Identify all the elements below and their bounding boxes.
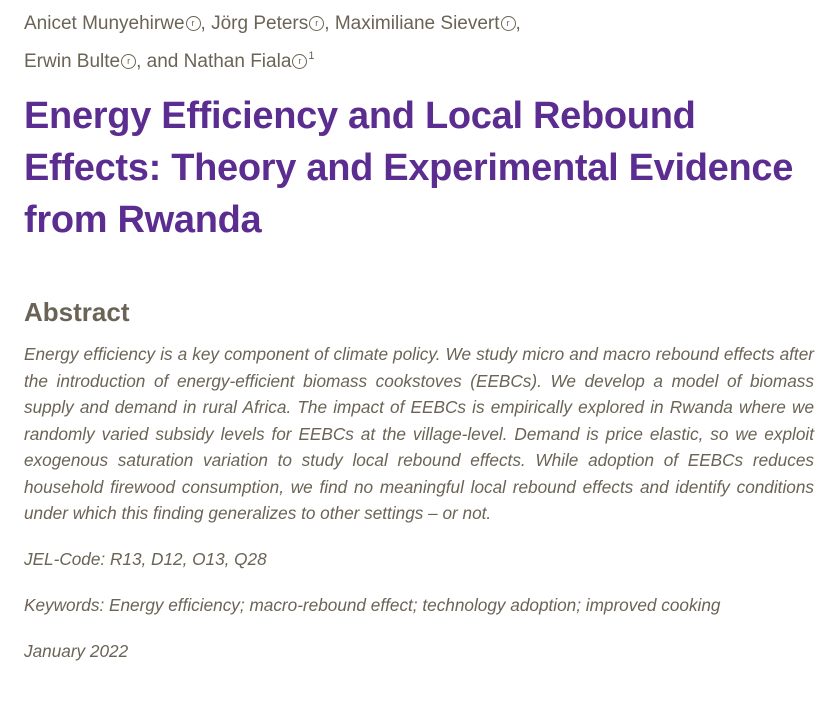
orcid-icon: r — [501, 16, 516, 31]
author-list — [24, 8, 814, 78]
author — [24, 13, 201, 34]
author-separator: , — [324, 13, 335, 34]
author-separator: , — [200, 13, 212, 34]
author — [24, 51, 136, 72]
author — [335, 13, 516, 34]
publication-date: January 2022 — [24, 640, 129, 661]
orcid-icon: r — [309, 16, 324, 31]
author-name: Erwin Bulte — [24, 51, 121, 72]
abstract-heading: Abstract — [24, 297, 130, 327]
jel-codes: JEL-Code: R13, D12, O13, Q28 — [24, 548, 267, 569]
title-line: Effects: Theory and Experimental Evidence — [24, 147, 794, 189]
abstract-text: Energy efficiency is a key component of climate policy. We study micro and macro rebound effects after the introduction of energy-efficient biomass cookstoves (EEBCs). We develop a model of biomass supply and demand in rural Africa. The impact of EEBCs is empirically explored in Rwanda where we randomly varied subsidy levels for EEBCs at the village-level. Demand is price elastic, so we exploit exogenous saturation variation to study local rebound effects. While adoption of EEBCs reduces household firewood consumption, we find no meaningful local rebound effects and identify conditions under which this finding generalizes to other settings – or not. — [24, 344, 814, 523]
orcid-icon: r — [121, 54, 136, 69]
author — [211, 13, 324, 34]
paper-title — [24, 90, 814, 246]
title-line: Energy Efficiency and Local Rebound — [24, 95, 696, 137]
title-line: from Rwanda — [24, 199, 262, 241]
author — [184, 51, 315, 72]
author-name: Anicet Munyehirwe — [24, 13, 185, 34]
keywords: Keywords: Energy efficiency; macro-rebound effect; technology adoption; improved cooking — [24, 594, 721, 615]
orcid-icon: r — [186, 16, 201, 31]
orcid-icon: r — [292, 54, 307, 69]
footnote-marker[interactable]: 1 — [308, 50, 315, 62]
author-separator: , — [515, 13, 521, 34]
author-name: Nathan Fiala — [183, 51, 292, 72]
author-separator: , and — [136, 51, 184, 72]
paper-front-page — [24, 8, 814, 663]
author-name: Maximiliane Sievert — [334, 13, 500, 34]
author-name: Jörg Peters — [211, 13, 309, 34]
